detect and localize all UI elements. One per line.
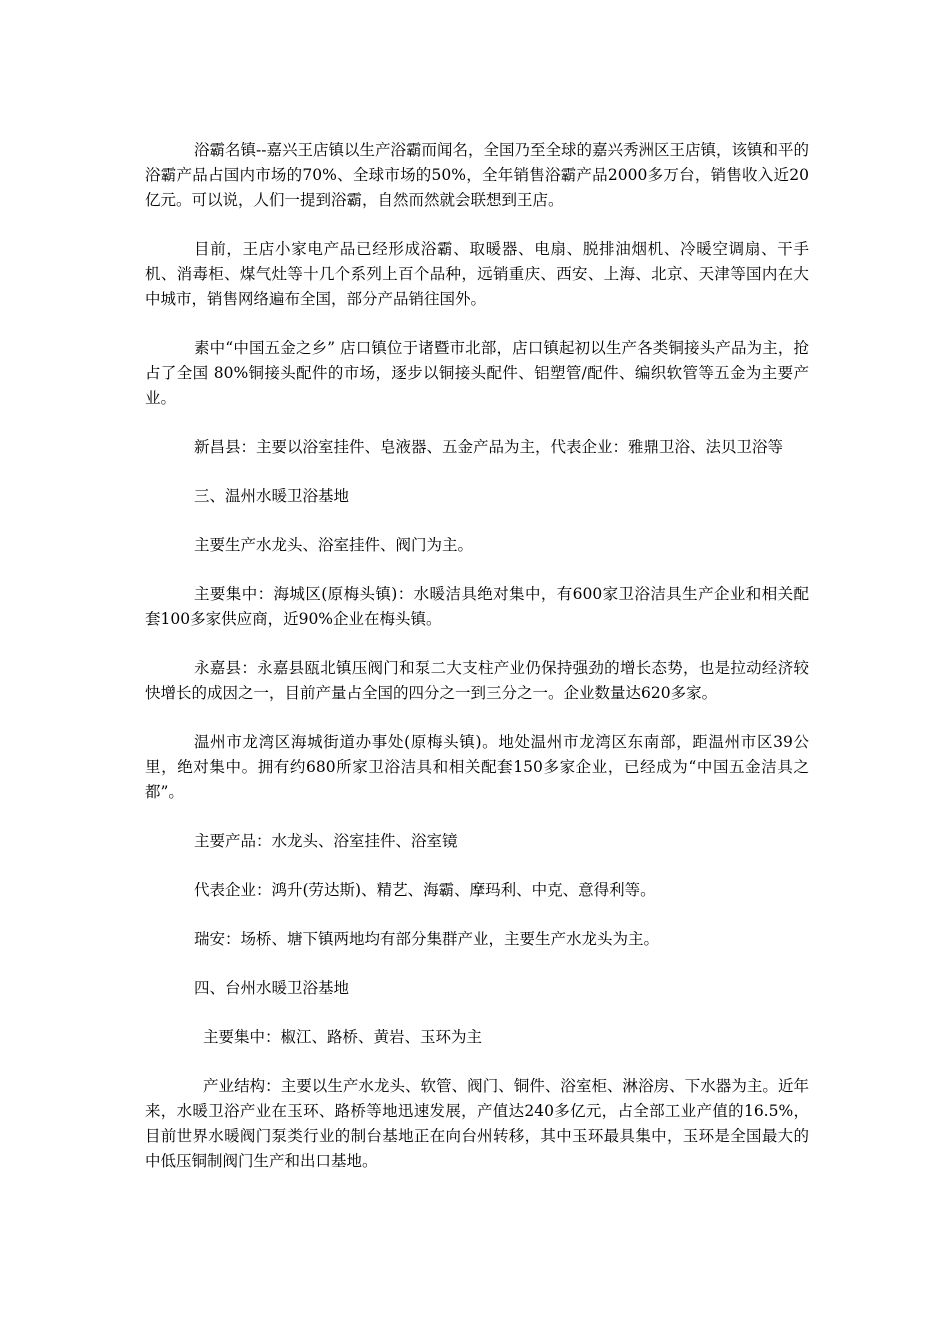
paragraph-yongjia: 永嘉县：永嘉县瓯北镇压阀门和泵二大支柱产业仍保持强劲的增长态势，也是拉动经济较快增长的成因之一，目前产量占全国的四分之一到三分之一。企业数量达620多家。: [145, 659, 809, 702]
section-heading-taizhou: 四、台州水暖卫浴基地: [194, 979, 350, 997]
paragraph-haicheng: 主要集中：海城区(原梅头镇)：水暖洁具绝对集中，有600家卫浴洁具生产企业和相关配套100多家供应商，近90%企业在梅头镇。: [145, 585, 809, 628]
paragraph-wenzhou-products: 主要生产水龙头、浴室挂件、阀门为主。: [194, 536, 474, 554]
paragraph-taizhou-structure: 产业结构：主要以生产水龙头、软管、阀门、铜件、浴室柜、淋浴房、下水器为主。近年来，水暖卫浴产业在玉环、路桥等地迅速发展，产值达240多亿元，占全部工业产值的16.5%，目前世界水暖阀门泵类行业的制台基地正在向台州转移，其中玉环最具集中，玉环是全国最大的中低压铜制阀门生产和出口基地。: [145, 1077, 809, 1170]
paragraph-xinchang: 新昌县：主要以浴室挂件、皂液器、五金产品为主，代表企业：雅鼎卫浴、法贝卫浴等: [194, 438, 784, 456]
paragraph-taizhou-concentration: 主要集中：椒江、路桥、黄岩、玉环为主: [203, 1028, 483, 1046]
paragraph-diankou: 素中“中国五金之乡” 店口镇位于诸暨市北部，店口镇起初以生产各类铜接头产品为主，抢占了全国 80%铜接头配件的市场，逐步以铜接头配件、铝塑管/配件、编织软管等五金为主要产业。: [145, 339, 809, 407]
paragraph-ruian: 瑞安：场桥、塘下镇两地均有部分集群产业，主要生产水龙头为主。: [194, 930, 660, 948]
paragraph-wangdian-intro: 浴霸名镇--嘉兴王店镇以生产浴霸而闻名，全国乃至全球的嘉兴秀洲区王店镇，该镇和平的浴霸产品占国内市场的70%、全球市场的50%，全年销售浴霸产品2000多万台，销售收入近20亿元。可以说，人们一提到浴霸，自然而然就会联想到王店。: [145, 141, 809, 209]
section-heading-wenzhou: 三、温州水暖卫浴基地: [194, 487, 350, 505]
paragraph-longwan: 温州市龙湾区海城街道办事处(原梅头镇)。地处温州市龙湾区东南部，距温州市区39公里，绝对集中。拥有约680所家卫浴洁具和相关配套150多家企业，已经成为“中国五金洁具之都”。: [145, 733, 809, 801]
document-page: [145, 138, 809, 1198]
paragraph-representative-companies: 代表企业：鸿升(劳达斯)、精艺、海霸、摩玛利、中克、意得利等。: [194, 881, 656, 899]
paragraph-wangdian-products: 目前，王店小家电产品已经形成浴霸、取暖器、电扇、脱排油烟机、冷暖空调扇、干手机、消毒柜、煤气灶等十几个系列上百个品种，远销重庆、西安、上海、北京、天津等国内在大中城市，销售网络遍布全国，部分产品销往国外。: [145, 240, 809, 308]
paragraph-main-products: 主要产品：水龙头、浴室挂件、浴室镜: [194, 832, 458, 850]
